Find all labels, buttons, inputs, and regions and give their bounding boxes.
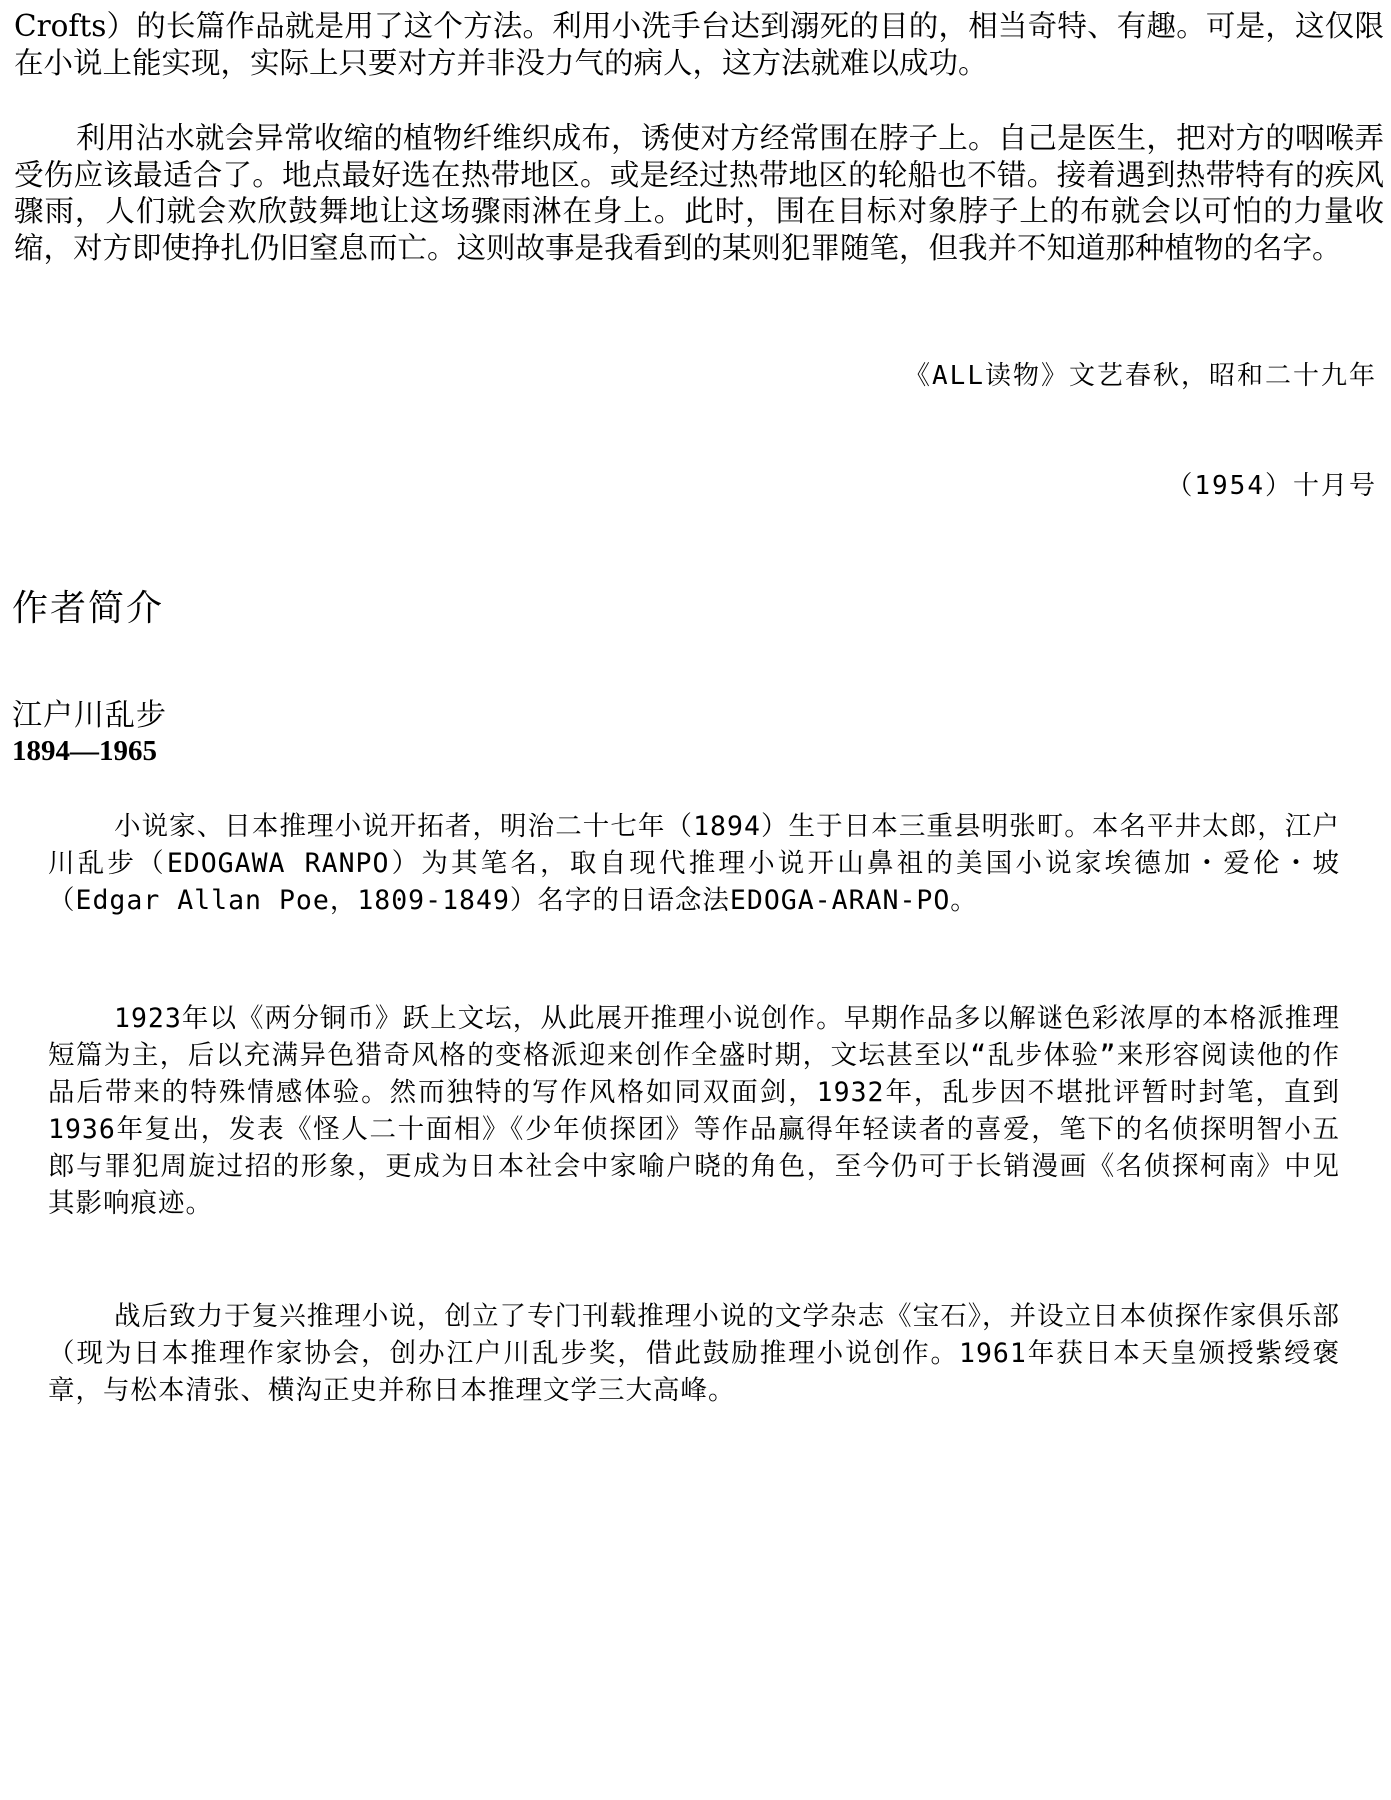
author-years: 1894—1965 [12, 735, 157, 767]
bio-paragraph-3: 战后致力于复兴推理小说，创立了专门刊载推理小说的文学杂志《宝石》，并设立日本侦探作家俱乐部（现为日本推理作家协会，创办江户川乱步奖，借此鼓励推理小说创作。1961年获日本天皇颁授紫绶褒章，与松本清张、横沟正史并称日本推理文学三大高峰。 [48, 1301, 1340, 1406]
bio-paragraph-2: 1923年以《两分铜币》跃上文坛，从此展开推理小说创作。早期作品多以解谜色彩浓厚的本格派推理短篇为主，后以充满异色猎奇风格的变格派迎来创作全盛时期，文坛甚至以“乱步体验”来形容阅读他的作品后带来的特殊情感体验。然而独特的写作风格如同双面剑，1932年，乱步因不堪批评暂时封笔，直到1936年复出，发表《怪人二十面相》《少年侦探团》等作品赢得年轻读者的喜爱，笔下的名侦探明智小五郎与罪犯周旋过招的形象，更成为日本社会中家喻户晓的角色，至今仍可于长销漫画《名侦探柯南》中见其影响痕迹。 [48, 1003, 1340, 1219]
source-citation-line-1: 《ALL读物》文艺春秋，昭和二十九年 [904, 361, 1377, 391]
source-citation-line-2: （1954）十月号 [1166, 471, 1377, 501]
paragraph-plant-fiber: 利用沾水就会异常收缩的植物纤维织成布，诱使对方经常围在脖子上。自己是医生，把对方的咽喉弄受伤应该最适合了。地点最好选在热带地区。或是经过热带地区的轮船也不错。接着遇到热带特有的疾风骤雨，人们就会欢欣鼓舞地让这场骤雨淋在身上。此时，围在目标对象脖子上的布就会以可怕的力量收缩，对方即使挣扎仍旧窒息而亡。这则故事是我看到的某则犯罪随笔，但我并不知道那种植物的名字。 [14, 121, 1384, 265]
section-heading: 作者简介 [12, 588, 165, 629]
author-name: 江户川乱步 [12, 698, 167, 733]
bio-paragraph-1: 小说家、日本推理小说开拓者，明治二十七年（1894）生于日本三重县明张町。本名平井太郎，江户川乱步（EDOGAWA RANPO）为其笔名，取自现代推理小说开山鼻祖的美国小说家埃德加・爱伦・坡（Edgar Allan Poe，1809-1849）名字的日语念法EDOGA-ARAN-PO。 [48, 811, 1340, 916]
paragraph-continuation: Crofts）的长篇作品就是用了这个方法。利用小洗手台达到溺死的目的，相当奇特、有趣。可是，这仅限在小说上能实现，实际上只要对方并非没力气的病人，这方法就难以成功。 [14, 9, 1384, 80]
